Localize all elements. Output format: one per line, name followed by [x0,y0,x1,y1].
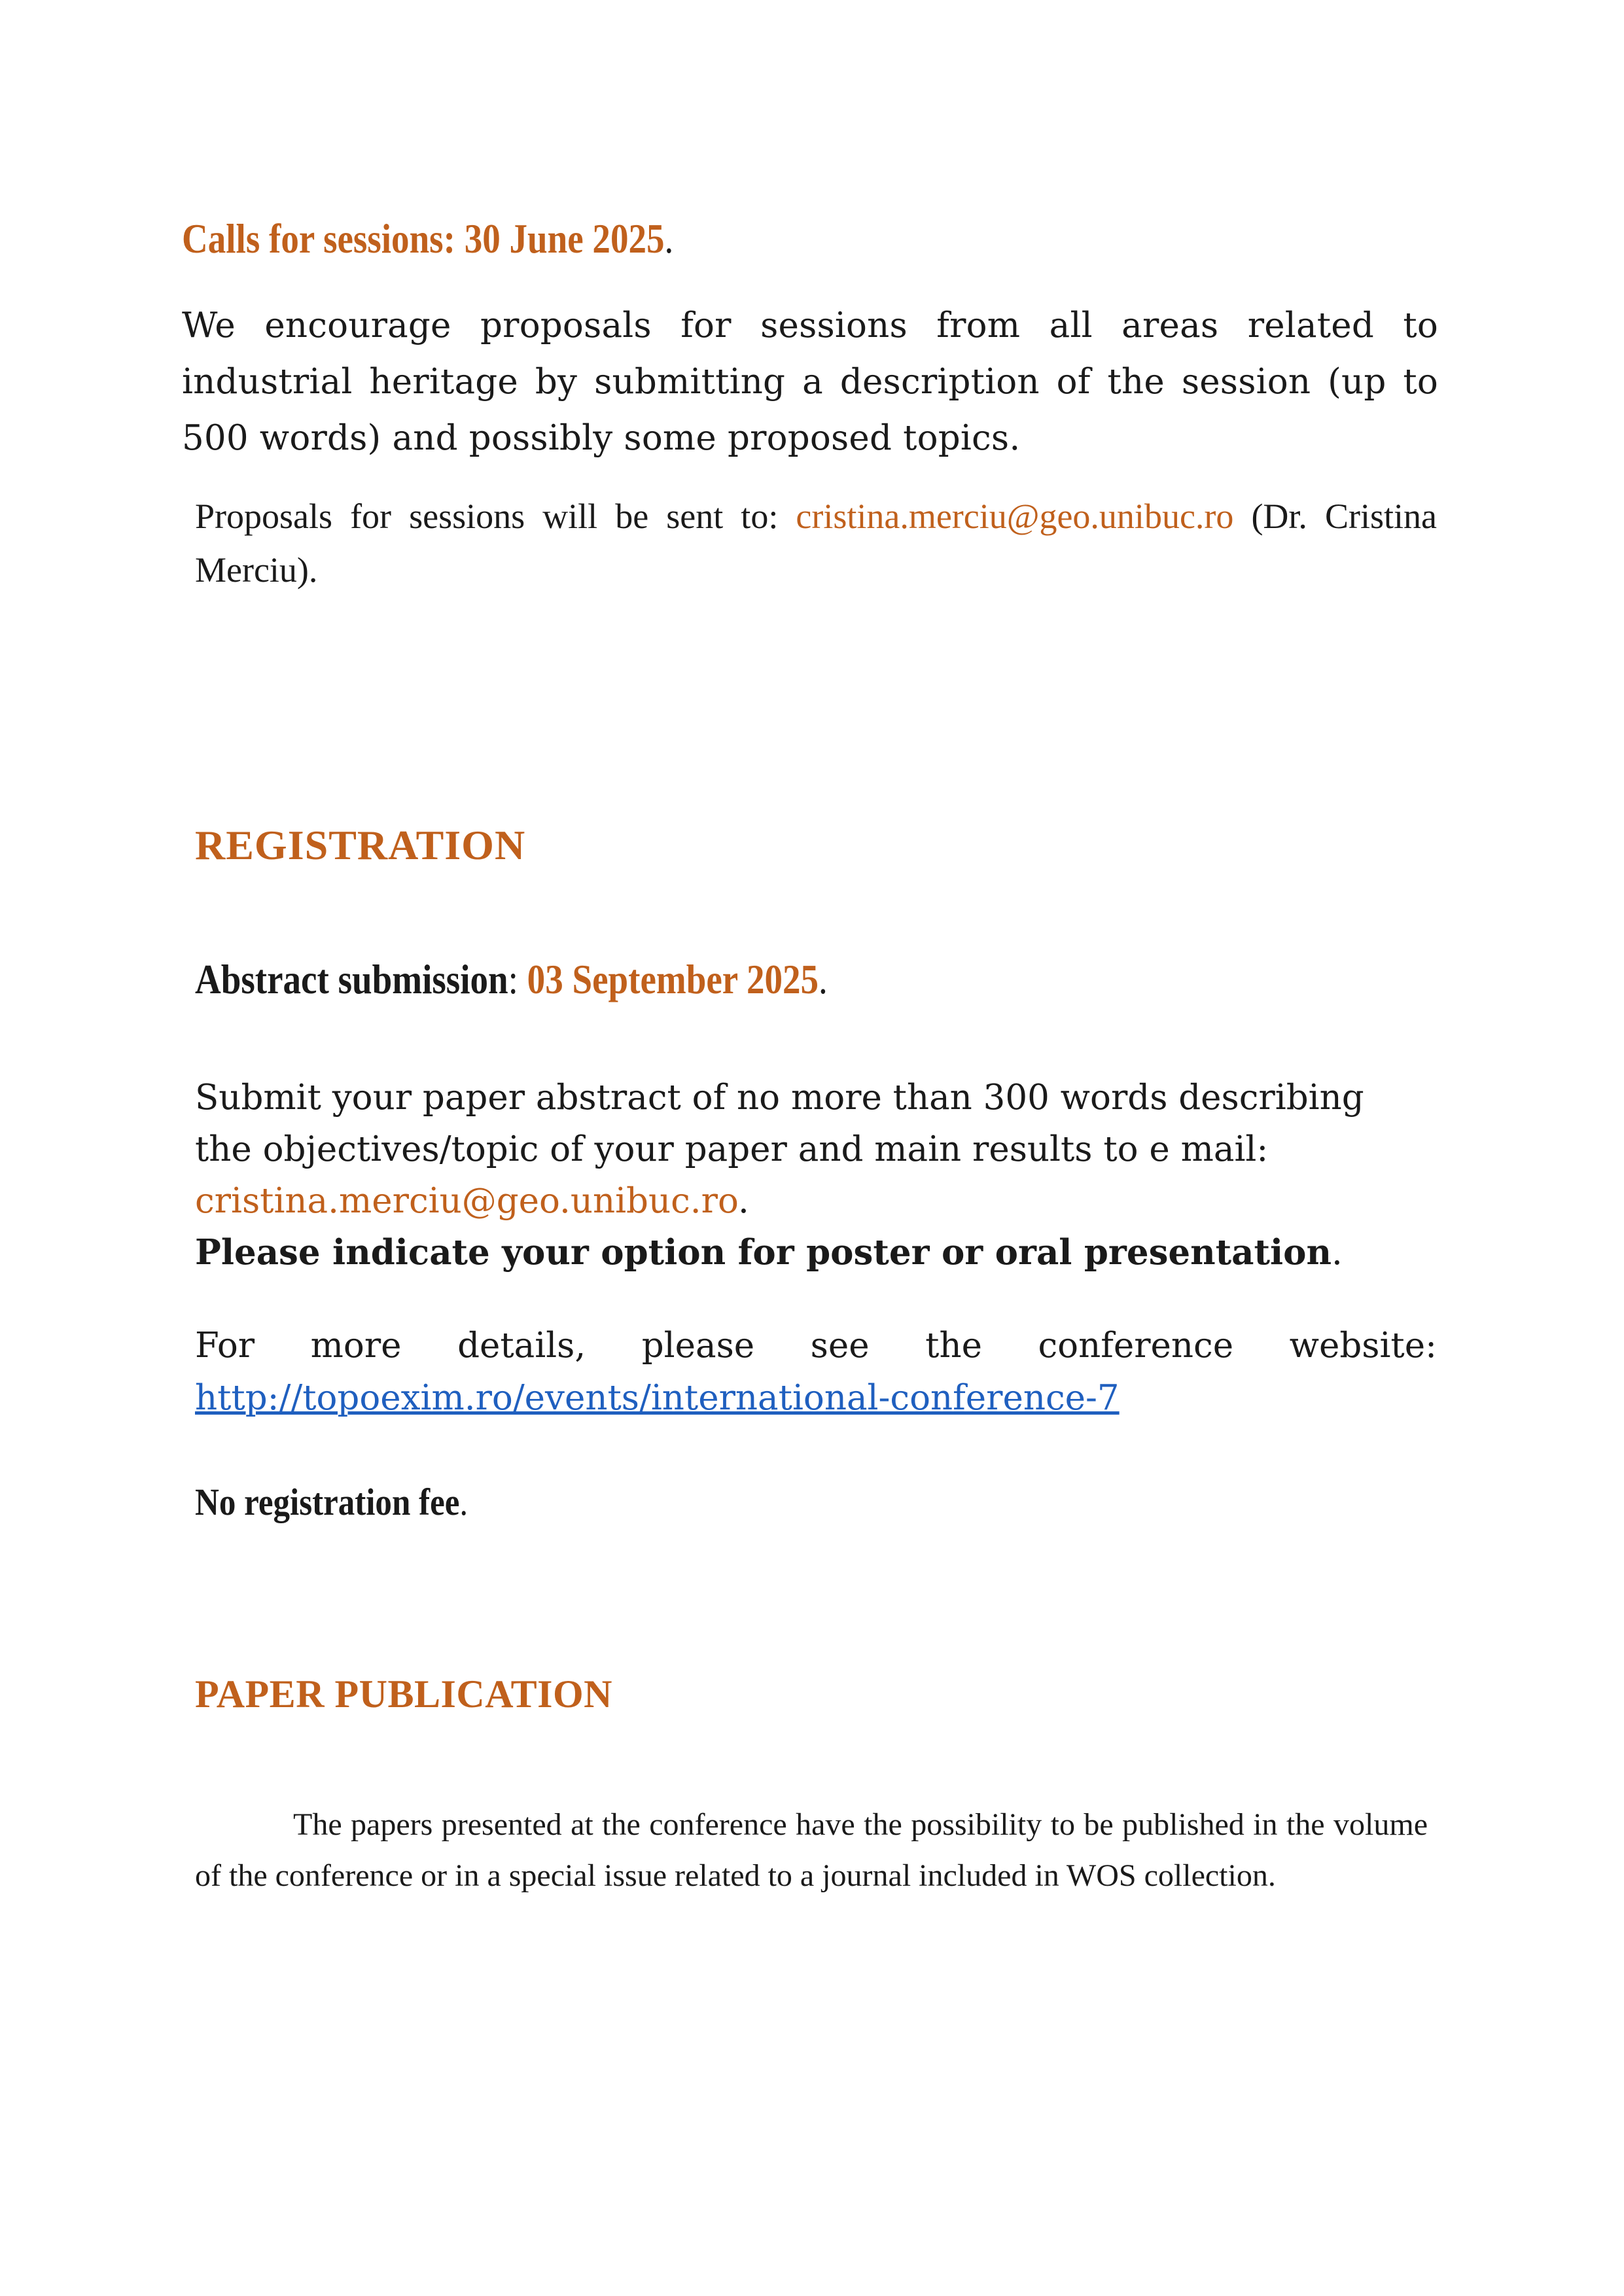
abstract-date: 03 September 2025 [527,956,819,1002]
submit-line-2: the objectives/topic of your paper and main results to e mail: [195,1129,1269,1169]
submit-line-1: Submit your paper abstract of no more than 300 words describing [195,1078,1364,1118]
details-word: conference [1038,1326,1234,1366]
details-word: For [195,1326,255,1366]
proposals-email-link[interactable]: cristina.merciu@geo.unibuc.ro [796,497,1234,536]
details-paragraph [195,1320,1437,1424]
submit-email-line [195,1175,1438,1227]
registration-heading: REGISTRATION [195,822,526,868]
presentation-option-period: . [1332,1233,1343,1273]
calls-paragraph: We encourage proposals for sessions from all areas related to industrial heritage by submitting a description of the session (up to 500 words) and possibly some proposed topics. [182,306,1438,458]
details-word: website: [1289,1326,1437,1366]
no-fee-text: No registration fee [195,1481,460,1523]
presentation-option-line [195,1227,1438,1279]
abstract-period: . [819,956,828,1002]
abstract-colon: : [508,956,527,1002]
no-fee-period: . [459,1481,468,1523]
presentation-option-text: Please indicate your option for poster or oral presentation [195,1232,1332,1273]
proposals-prefix: Proposals for sessions will be sent to: [195,497,796,536]
proposals-paragraph [195,489,1437,597]
abstract-submission-line [195,955,828,1004]
details-word: more [310,1326,402,1366]
calls-heading-text: Calls for sessions: 30 June 2025 [182,215,665,262]
details-word: the [925,1326,982,1366]
details-word: details, [457,1326,586,1366]
publication-paragraph: The papers presented at the conference have the possibility to be published in the volume of the conference or in a special issue related to a journal included in WOS collection. [195,1807,1428,1893]
submit-email-link[interactable]: cristina.merciu@geo.unibuc.ro [195,1181,738,1221]
proposals-suffix: (Dr. Cristina Merciu). [195,497,1437,590]
calls-heading-period: . [664,215,674,262]
details-line [195,1320,1437,1372]
paper-publication-heading: PAPER PUBLICATION [195,1672,612,1716]
details-word: see [810,1326,870,1366]
submit-paragraph [195,1072,1438,1279]
conference-website-link[interactable]: http://topoexim.ro/events/international-conference-7 [195,1378,1120,1418]
no-registration-fee [195,1480,468,1524]
calls-for-sessions-heading [182,215,673,263]
details-word: please [641,1326,755,1366]
submit-email-period: . [737,1181,749,1221]
abstract-label: Abstract submission [195,956,508,1002]
